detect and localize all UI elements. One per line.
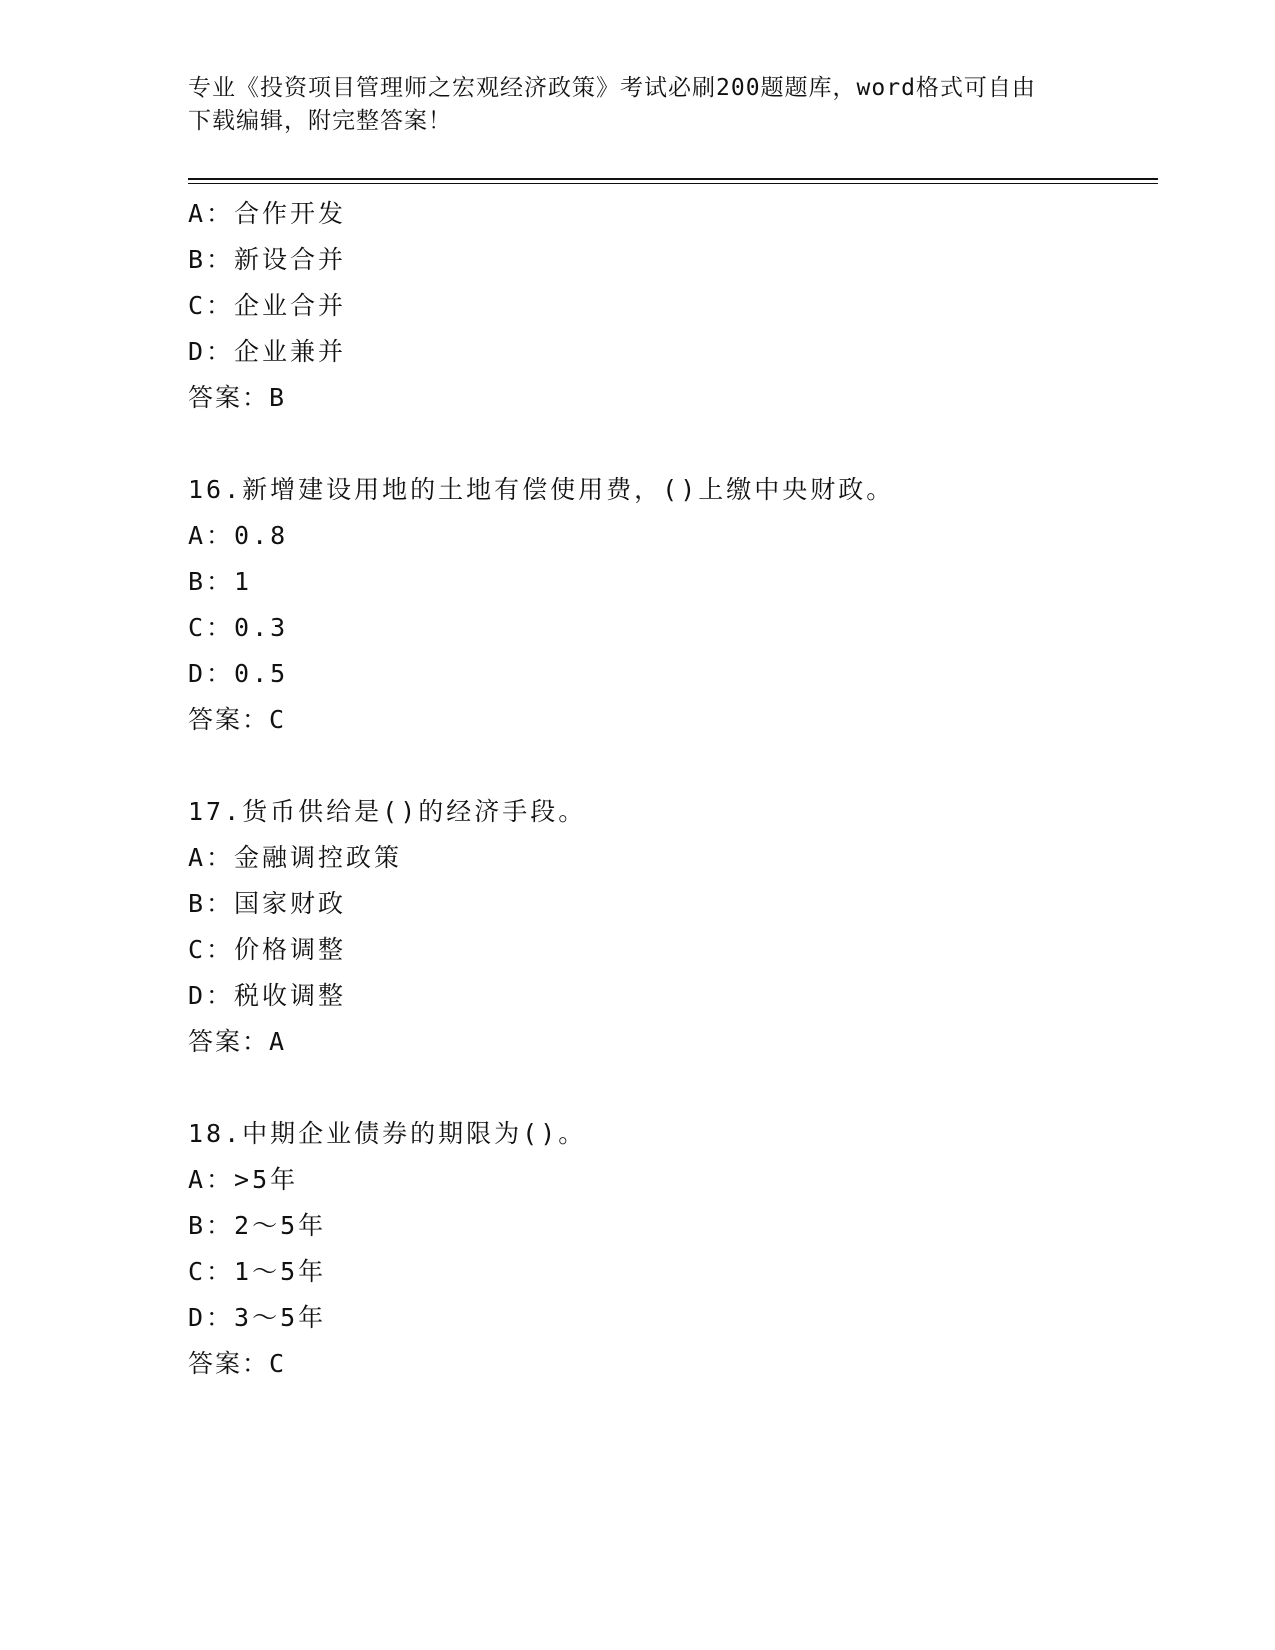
- option-a: A：>5年: [188, 1165, 299, 1194]
- question-16: [188, 467, 1148, 743]
- spacer: [188, 421, 1148, 467]
- spacer: [188, 743, 1148, 789]
- answer: 答案：B: [188, 383, 287, 412]
- option-c: C：0.3: [188, 613, 289, 642]
- question-stem: 18.中期企业债券的期限为()。: [188, 1119, 587, 1148]
- answer: 答案：A: [188, 1027, 287, 1056]
- spacer: [188, 1065, 1148, 1111]
- option-b: B：国家财政: [188, 889, 347, 918]
- option-b: B：1: [188, 567, 253, 596]
- option-c: C：1～5年: [188, 1257, 327, 1286]
- option-c: C：价格调整: [188, 935, 347, 964]
- question-15: [188, 191, 1148, 421]
- option-a: A：金融调控政策: [188, 843, 403, 872]
- document-header: [188, 72, 1088, 138]
- option-b: B：新设合并: [188, 245, 347, 274]
- option-a: A：合作开发: [188, 199, 347, 228]
- option-d: D：3～5年: [188, 1303, 327, 1332]
- header-divider: [188, 178, 1158, 184]
- question-18: [188, 1111, 1148, 1387]
- option-d: D：企业兼并: [188, 337, 347, 366]
- option-d: D：0.5: [188, 659, 289, 688]
- header-line-1: 专业《投资项目管理师之宏观经济政策》考试必刷200题题库，word格式可自由: [188, 75, 1036, 101]
- answer: 答案：C: [188, 705, 287, 734]
- header-line-2: 下载编辑，附完整答案！: [188, 108, 452, 134]
- question-list: [188, 191, 1148, 1387]
- option-b: B：2～5年: [188, 1211, 327, 1240]
- option-c: C：企业合并: [188, 291, 347, 320]
- answer: 答案：C: [188, 1349, 287, 1378]
- question-stem: 16.新增建设用地的土地有偿使用费，()上缴中央财政。: [188, 475, 895, 504]
- option-a: A：0.8: [188, 521, 289, 550]
- question-17: [188, 789, 1148, 1065]
- option-d: D：税收调整: [188, 981, 347, 1010]
- question-stem: 17.货币供给是()的经济手段。: [188, 797, 587, 826]
